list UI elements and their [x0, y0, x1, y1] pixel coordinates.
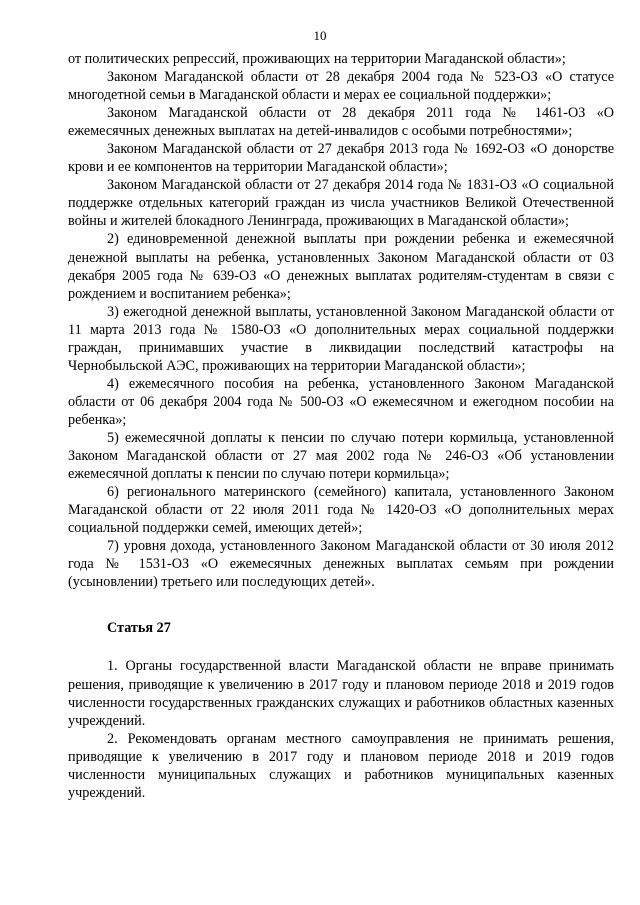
document-body — [68, 50, 614, 802]
paragraph: 1. Органы государственной власти Магаданской области не вправе принимать решения, приводящие к увеличению в 2017 году и плановом периоде 2018 и 2019 годов численности государственных гражданских служащих и работников областных казенных учреждений. — [68, 658, 614, 729]
paragraph: 6) регионального материнского (семейного) капитала, установленного Законом Магаданской области от 22 июля 2011 года № 1420-ОЗ «О дополнительных мерах социальной поддержки семей, имеющих детей»; — [68, 484, 614, 537]
page-number: 10 — [313, 28, 327, 43]
paragraph: Законом Магаданской области от 28 декабря 2004 года № 523-ОЗ «О статусе многодетной семьи в Магаданской области и мерах ее социальной поддержки»; — [68, 69, 614, 104]
law-list-section — [68, 50, 614, 591]
paragraph: 7) уровня дохода, установленного Законом Магаданской области от 30 июля 2012 года № 1531-ОЗ «О ежемесячных денежных выплатах семьям при рождении (усыновлении) третьего или последующих детей». — [68, 538, 614, 591]
article-27-section — [68, 657, 614, 801]
paragraph: 2. Рекомендовать органам местного самоуправления не принимать решения, приводящие к увеличению в 2017 году и плановом периоде 2018 и 2019 годов численности муниципальных служащих и работников муниципальных казенных учреждений. — [68, 730, 614, 801]
paragraph: Законом Магаданской области от 27 декабря 2013 года № 1692-ОЗ «О донорстве крови и ее компонентов на территории Магаданской области»; — [68, 141, 614, 176]
paragraph: 5) ежемесячной доплаты к пенсии по случаю потери кормильца, установленной Законом Магаданской области от 27 мая 2002 года № 246-ОЗ «Об установлении ежемесячной доплаты к пенсии по случаю потери кормильца»; — [68, 429, 614, 483]
paragraph: 4) ежемесячного пособия на ребенка, установленного Законом Магаданской области от 06 декабря 2004 года № 500-ОЗ «О ежемесячном и ежегодном пособии на ребенка»; — [68, 375, 614, 428]
article-heading: Статья 27 — [107, 620, 171, 637]
paragraph: Законом Магаданской области от 28 декабря 2011 года № 1461-ОЗ «О ежемесячных денежных выплатах на детей-инвалидов с особыми потребностями»; — [68, 105, 614, 140]
paragraph: от политических репрессий, проживающих на территории Магаданской области»; — [68, 51, 566, 67]
paragraph: 3) ежегодной денежной выплаты, установленной Законом Магаданской области от 11 марта 2013 года № 1580-ОЗ «О дополнительных мерах социальной поддержки граждан, принимавших участие в ликвидации последствий катастрофы на Чернобыльской АЭС, проживающих на территории Магаданской области»; — [68, 303, 614, 374]
paragraph: Законом Магаданской области от 27 декабря 2014 года № 1831-ОЗ «О социальной поддержке отдельных категорий граждан из числа участников Великой Отечественной войны и жителей блокадного Ленинграда, проживающих в Магаданской области»; — [68, 177, 614, 230]
paragraph: 2) единовременной денежной выплаты при рождении ребенка и ежемесячной денежной выплаты на ребенка, установленных Законом Магаданской области от 03 декабря 2005 года № 639-ОЗ «О денежных выплатах родителям-студентам в связи с рождением и воспитанием ребенка»; — [68, 231, 614, 302]
